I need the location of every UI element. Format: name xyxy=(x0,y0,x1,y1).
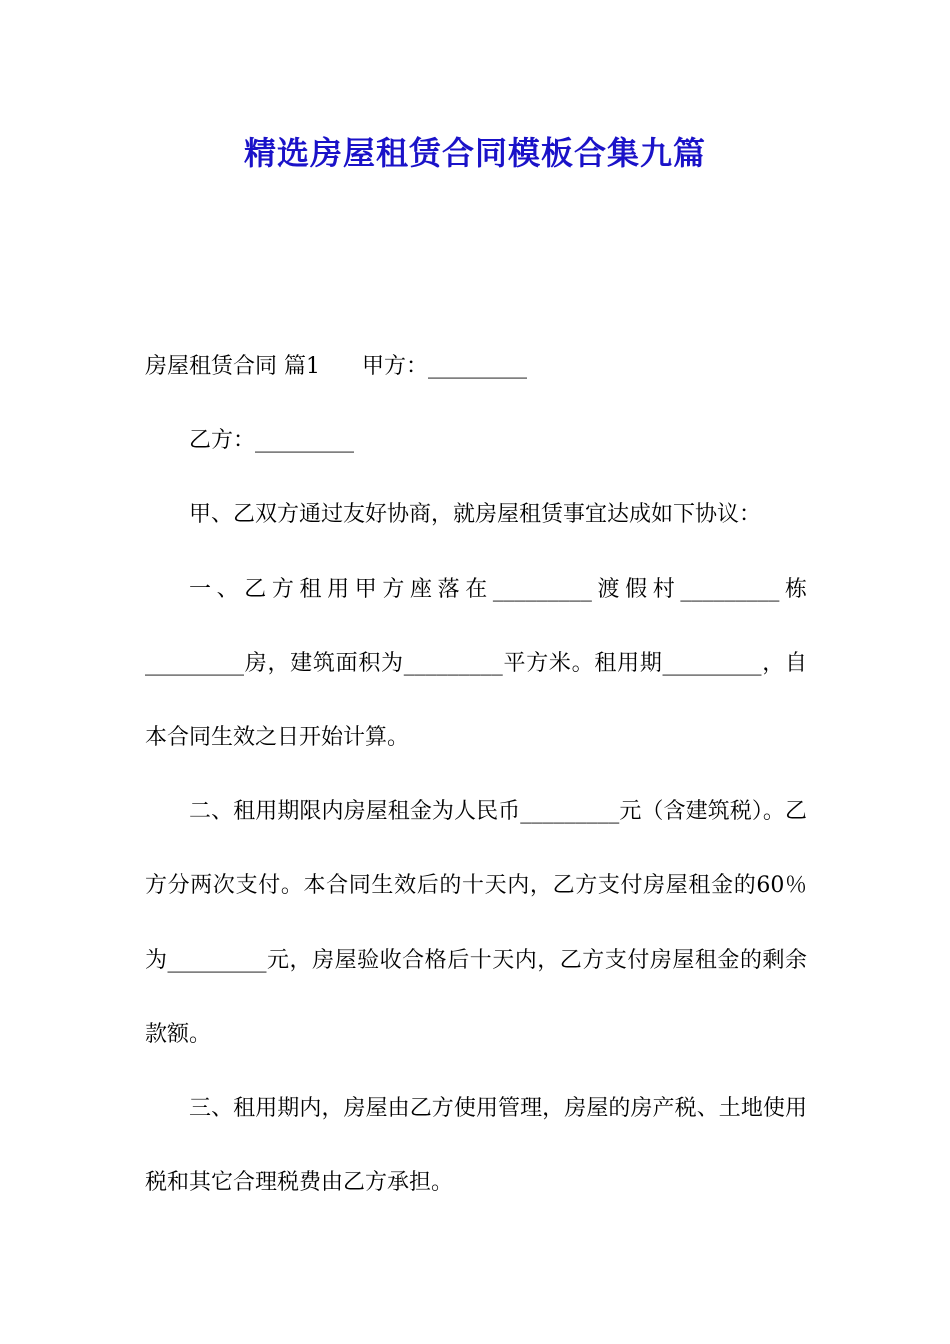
paragraph-clause-3: 三、租用期内，房屋由乙方使用管理，房屋的房产税、土地使用税和其它合理税费由乙方承担。 xyxy=(145,1096,807,1196)
contract-body xyxy=(145,330,807,1220)
section-label: 房屋租赁合同 篇1 xyxy=(145,354,320,379)
paragraph-clause-2: 二、租用期限内房屋租金为人民币_________元（含建筑税）。乙方分两次支付。本合同生效后的十天内，乙方支付房屋租金的60％为_________元，房屋验收合格后十天内，乙方支付房屋租金的剩余款额。 xyxy=(145,799,807,1047)
party-a-line: 甲方：_________ xyxy=(362,354,528,379)
party-b-line: 乙方：_________ xyxy=(189,428,355,454)
paragraph-intro: 甲、乙双方通过友好协商，就房屋租赁事宜达成如下协议： xyxy=(189,502,762,528)
paragraph-clause-1: 一、乙方租用甲方座落在_________渡假村_________栋_________房，建筑面积为_________平方米。租用期_________，自本合同生效之日开始计算。 xyxy=(145,576,807,751)
heading-line xyxy=(145,330,807,404)
document-title: 精选房屋租赁合同模板合集九篇 xyxy=(243,134,706,172)
